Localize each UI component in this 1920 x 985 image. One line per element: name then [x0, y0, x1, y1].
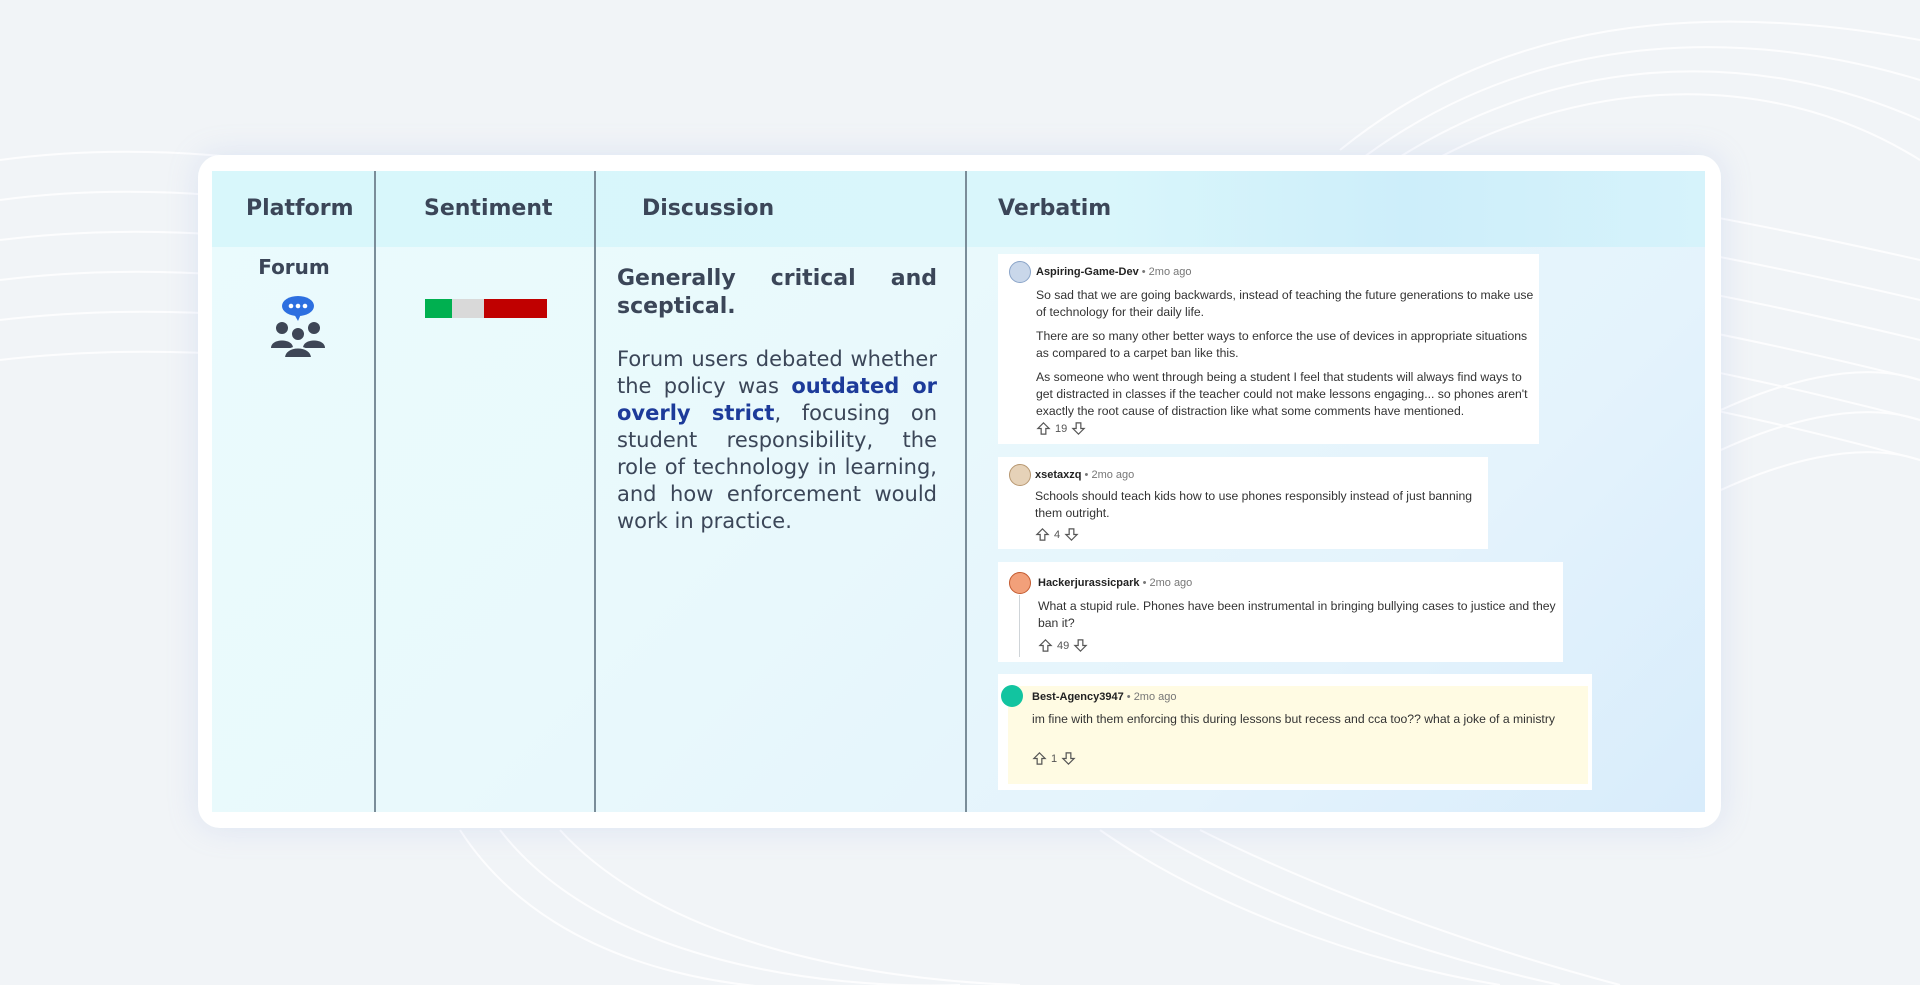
discussion-highlight: outdated or overly strict	[617, 374, 938, 425]
comment-author[interactable]: xsetaxzq • 2mo ago	[1035, 469, 1135, 481]
header-discussion: Discussion	[642, 196, 775, 221]
header-platform: Platform	[246, 196, 354, 221]
downvote-icon[interactable]	[1061, 751, 1076, 766]
comment-paragraph: There are so many other better ways to enforce the use of devices in appropriate situations as compared to a carpet ban like this.	[1036, 329, 1528, 360]
downvote-icon[interactable]	[1064, 527, 1079, 542]
comment-author[interactable]: Best-Agency3947 • 2mo ago	[1032, 691, 1177, 703]
discussion-text-start: Forum users debated whether the policy was	[617, 347, 937, 398]
column-divider	[965, 171, 967, 812]
comment-card	[998, 674, 1592, 790]
comment-author[interactable]: Aspiring-Game-Dev • 2mo ago	[1036, 266, 1192, 278]
comment-text	[1038, 598, 1563, 639]
table-header	[212, 171, 1705, 247]
upvote-icon[interactable]	[1038, 638, 1053, 653]
user-avatar	[1001, 685, 1023, 707]
sentiment-positive-segment	[425, 299, 452, 318]
discussion-text-end: , focusing on student responsibility, the role of technology in learning, and how enforcement would work in practice.	[617, 401, 937, 533]
discussion-body	[617, 346, 937, 535]
user-avatar	[1009, 261, 1031, 283]
comment-paragraph: So sad that we are going backwards, instead of teaching the future generations to make use of technology for their daily life.	[1036, 288, 1534, 319]
comment-paragraph: Schools should teach kids how to use phones responsibly instead of just banning them outright.	[1035, 489, 1473, 520]
vote-controls	[1036, 421, 1086, 436]
comment-time: • 2mo ago	[1084, 469, 1135, 481]
comment-paragraph: im fine with them enforcing this during lessons but recess and cca too?? what a joke of a ministry	[1032, 712, 1555, 726]
forum-users-icon	[267, 296, 329, 358]
sentiment-neutral-segment	[452, 299, 484, 318]
comment-time: • 2mo ago	[1142, 577, 1193, 589]
platform-name: Forum	[258, 255, 330, 279]
comment-time: • 2mo ago	[1126, 691, 1177, 703]
comment-card	[998, 562, 1563, 662]
upvote-icon[interactable]	[1032, 751, 1047, 766]
sentiment-bar	[425, 299, 547, 318]
vote-count: 19	[1055, 422, 1068, 435]
comment-text	[1035, 488, 1485, 529]
comment-text	[1036, 287, 1536, 427]
vote-count: 1	[1051, 752, 1058, 765]
user-avatar	[1009, 572, 1031, 594]
comment-time: • 2mo ago	[1141, 266, 1192, 278]
comment-text	[1032, 711, 1577, 735]
column-divider	[594, 171, 596, 812]
vote-count: 4	[1054, 528, 1061, 541]
upvote-icon[interactable]	[1036, 421, 1051, 436]
header-sentiment: Sentiment	[424, 196, 553, 221]
comment-card	[998, 254, 1539, 444]
vote-count: 49	[1057, 639, 1070, 652]
user-avatar	[1009, 464, 1031, 486]
downvote-icon[interactable]	[1073, 638, 1088, 653]
sentiment-table	[212, 171, 1705, 812]
vote-controls	[1038, 638, 1088, 653]
comment-paragraph: As someone who went through being a student I feel that students will always find ways to get distracted in classes if the teacher could not make lessons engaging... so phones aren't exactly the root cause of distraction like what some comments have mentioned.	[1036, 370, 1528, 418]
discussion-lead: Generally critical and sceptical.	[617, 266, 937, 319]
thread-line	[1019, 595, 1020, 657]
comment-paragraph: What a stupid rule. Phones have been instrumental in bringing bullying cases to justice and they ban it?	[1038, 599, 1556, 630]
upvote-icon[interactable]	[1035, 527, 1050, 542]
comment-author[interactable]: Hackerjurassicpark • 2mo ago	[1038, 577, 1193, 589]
comment-card	[998, 457, 1488, 549]
sentiment-negative-segment	[484, 299, 547, 318]
vote-controls	[1032, 751, 1076, 766]
downvote-icon[interactable]	[1071, 421, 1086, 436]
header-verbatim: Verbatim	[998, 196, 1112, 221]
vote-controls	[1035, 527, 1079, 542]
